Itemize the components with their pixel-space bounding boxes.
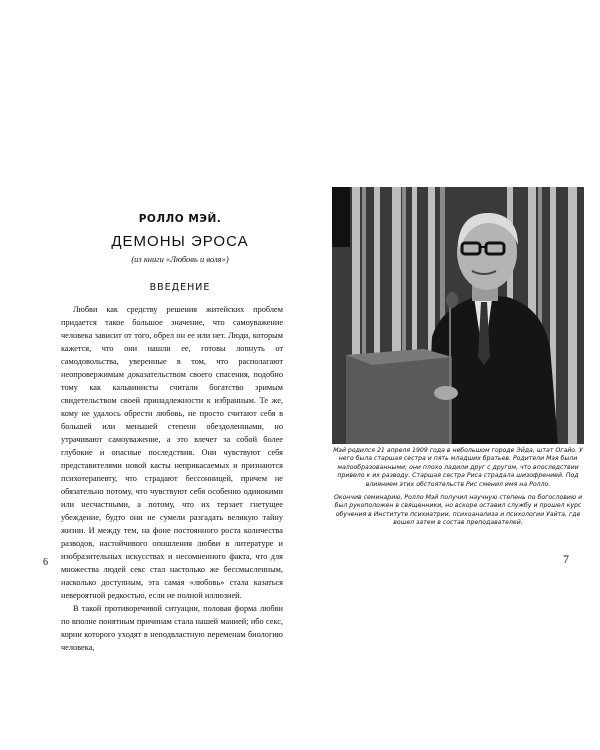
chapter-title: ДЕМОНЫ ЭРОСА (111, 233, 249, 250)
caption-paragraph-2: Окончив семинарию, Ролло Мэй получил научную степень по богословию и был рукоположен в священники, но вскоре оставил службу и прошел курс обучения в Институте психиатрии, психоанализа и психологии Уайта, где вошел затем в состав преподавателей. (333, 494, 583, 527)
caption-paragraph-1: Мэй родился 21 апреля 1909 года в небольшом городе Эйда, штат Огайо. У него была старшая сестра и пять младших братьев. Родители Мэя были малообразованными; они плохо ладили друг с другом, что впоследствии привело к их разводу. Старшая сестра Риса страдала шизофренией. Под влиянием этих обстоятельств Рис сменил имя на Ролло. (333, 447, 583, 488)
page-number-left: 6 (43, 557, 48, 568)
section-heading: ВВЕДЕНИЕ (149, 282, 211, 293)
body-paragraph-2: В такой противоречивой ситуации, половая форма любви по вполне понятным причинам стала нашей манией; ибо секс, корни которого уходят в неподвластную переменам биологию человека, (61, 604, 283, 652)
body-paragraph-1: Любви как средству решения житейских проблем придается такое большое значение, что самоуважение человека зависит от того, обрел он ее или нет. Люди, которым кажется, что они нашли ее, готовы лопнуть от самодовольства, уверенные в том, что располагают неопровержимым доказательством своего спасения, подобно тому как кальвинисты считали богатство зримым свидетельством своей принадлежности к избранным. Те же, кому не удалось обрести любовь, не просто считают себя в большей или меньшей степени обездоленными, но утрачивают самоуважение, а это влечет за собой более глубокие и опасные последствия. Они чувствуют себя представителями новой касты неприкасаемых и признаются психотерапевту, что страдают бессонницей, причем не обязательно потому, что чувствуют себя особенно одинокими или несчастными, а потому, что их терзает гнетущее убеждение, будто они не сумели разгадать великую тайну жизни. И между тем, на фоне постоянного роста количества разводов, настойчивого опошления любви в литературе и изобразительных искусствах и несомненного факта, что для множества людей секс стал настолько же бессмысленным, насколько доступным, эта самая «любовь» стала казаться невероятной редкостью, если не полной иллюзией. (61, 305, 283, 600)
photo-caption (332, 447, 584, 533)
chapter-subtitle: (из книги «Любовь и воля») (131, 254, 229, 264)
author-heading: РОЛЛО МЭЙ. (138, 213, 222, 225)
page-number-right: 7 (563, 552, 569, 566)
body-text (61, 303, 283, 654)
author-photo (332, 187, 584, 444)
right-page (300, 0, 600, 750)
